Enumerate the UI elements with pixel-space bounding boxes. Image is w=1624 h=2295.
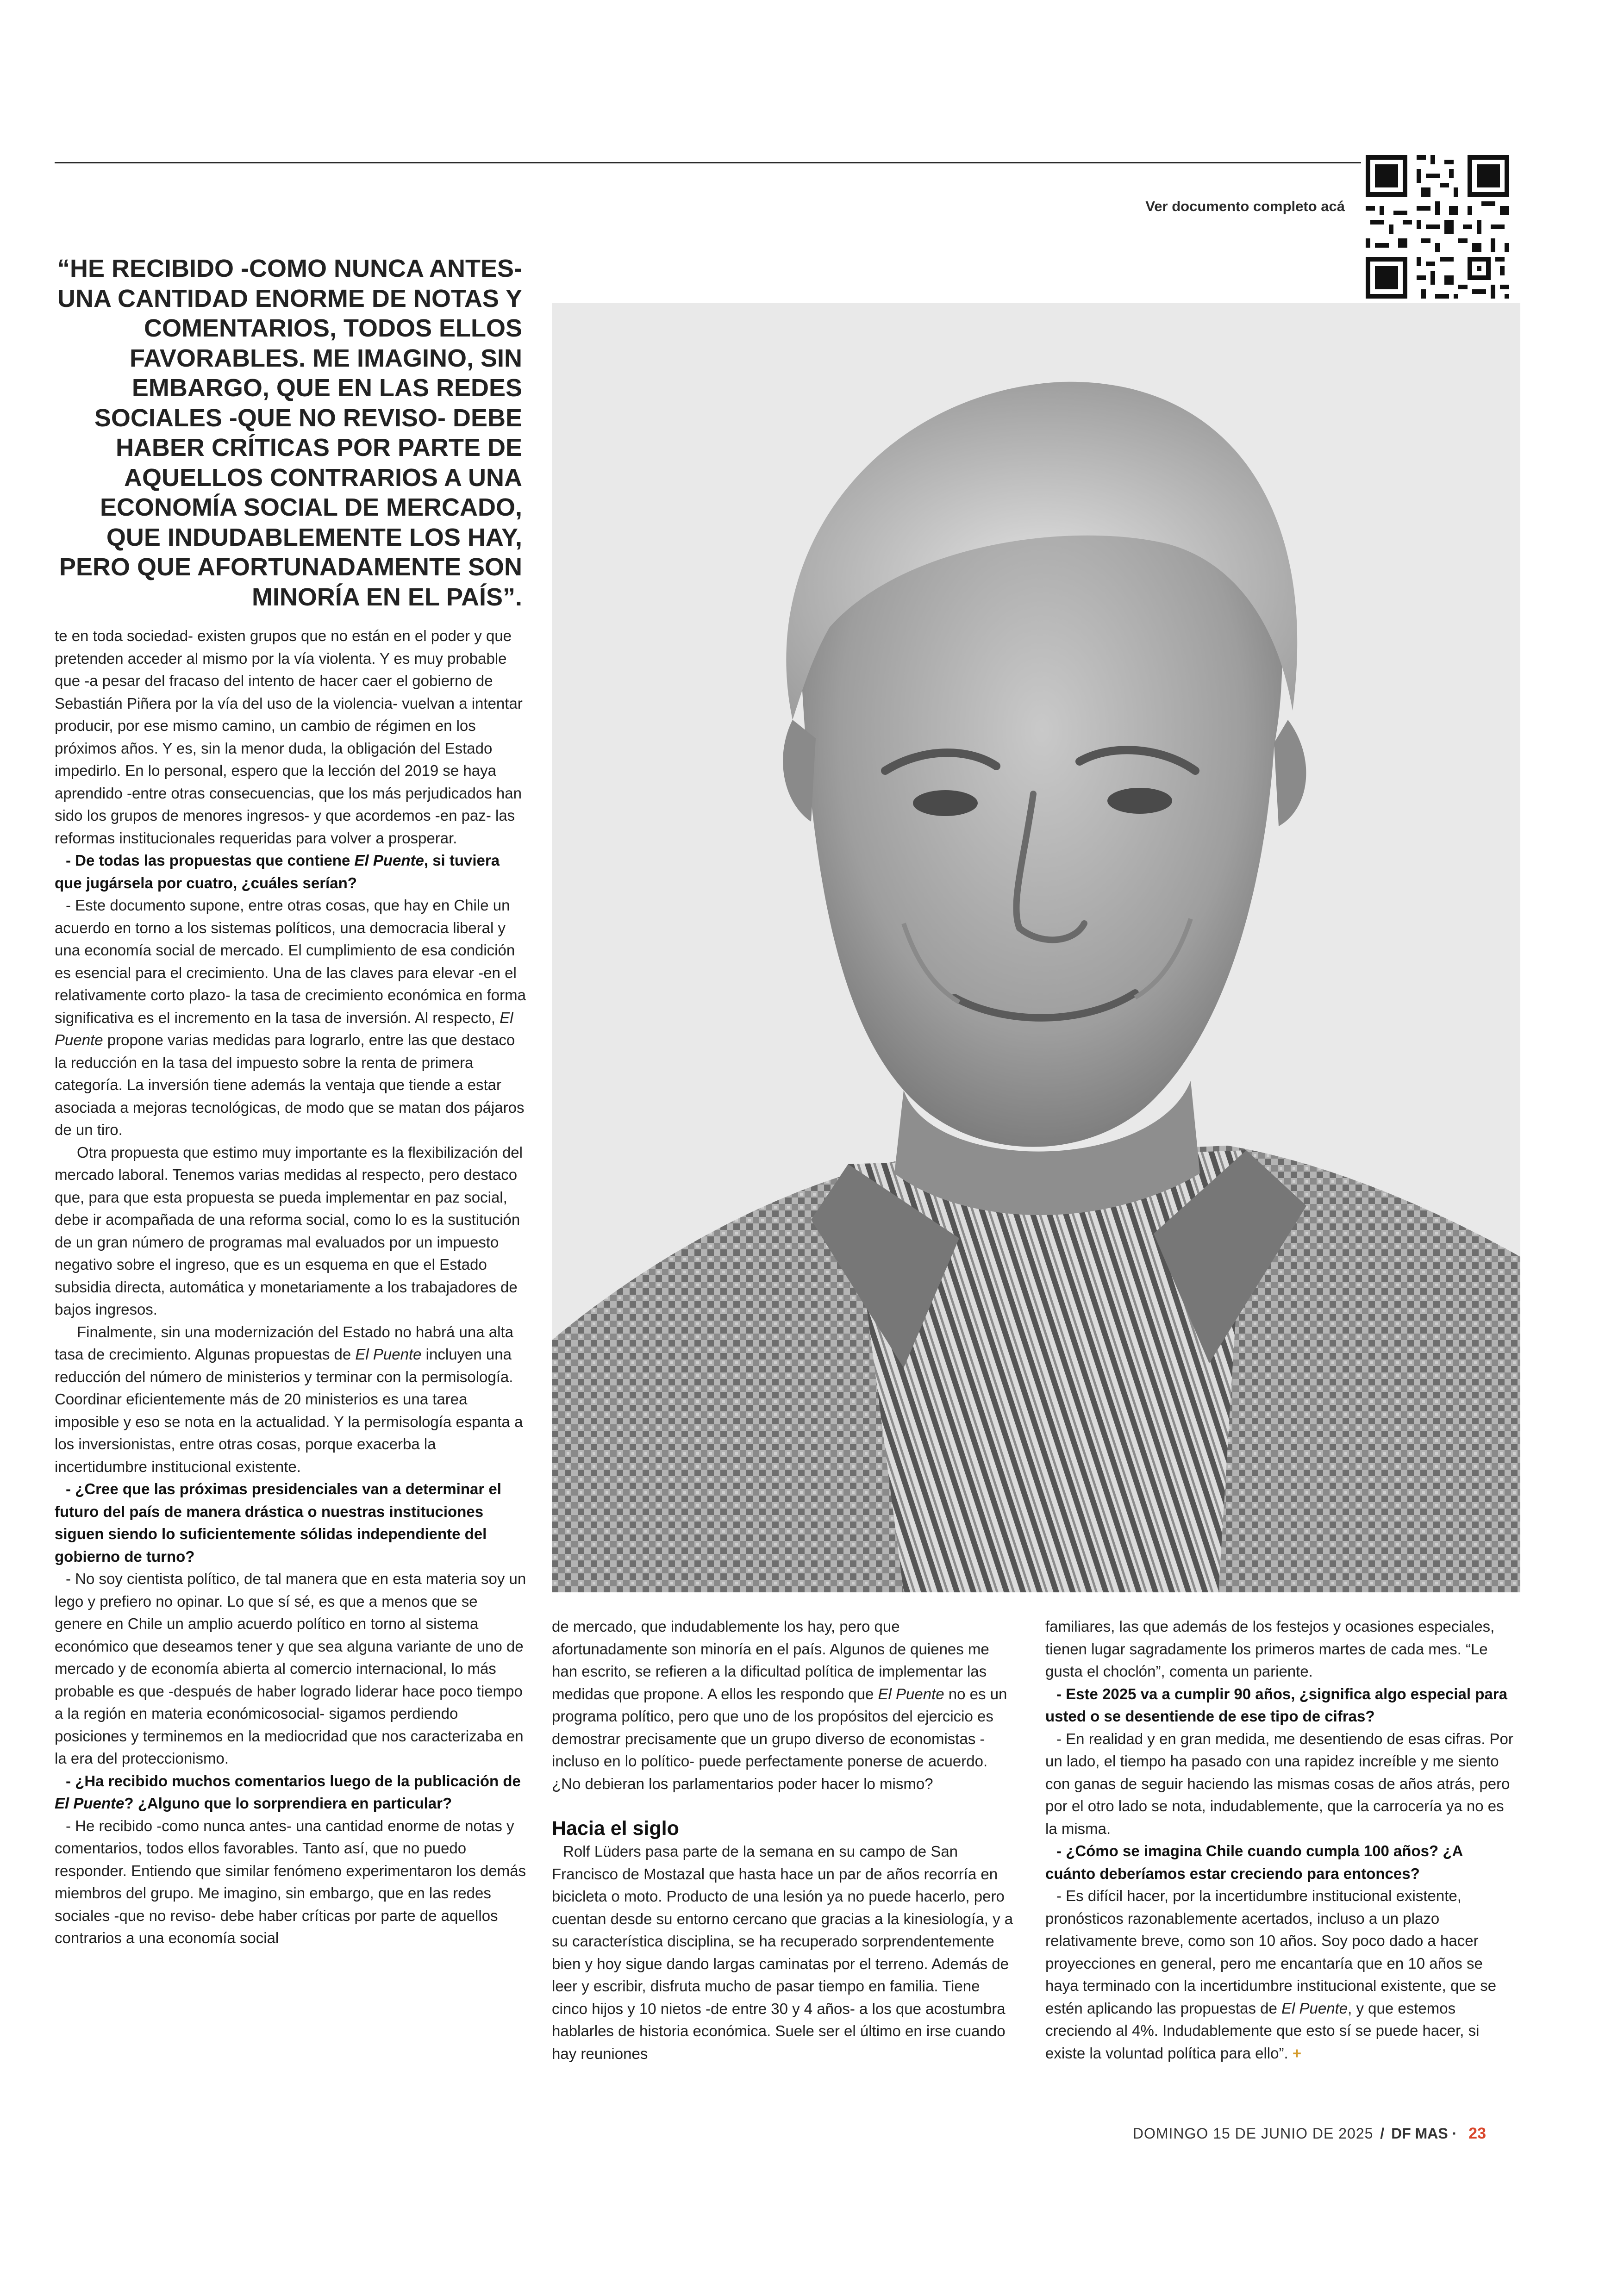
interview-answer: - No soy cientista político, de tal manera que en esta materia soy un lego y prefiero no opinar. Lo que sí sé, es que a menos que se genere en Chile un amplio acuerdo político en torno al sistema económico que deseamos tener y que sea alguna variante de uno de mercado y de economía abierta al comercio internacional, lo más probable es que -después de haber logrado liderar hace poco tiempo a la región en materia económicosocial- sigamos perdiendo posiciones y terminemos en la mediocridad que nos caracterizaba en la era del proteccionismo. [55, 1570, 526, 1767]
page-number: 23 [1468, 2125, 1486, 2142]
pull-quote: “HE RECIBIDO -COMO NUNCA ANTES- UNA CANTIDAD ENORME DE NOTAS Y COMENTARIOS, TODOS ELLOS FAVORABLES. ME IMAGINO, SIN EMBARGO, QUE EN LAS REDES SOCIALES -QUE NO REVISO- DEBE HABER CRÍTICAS POR PARTE DE AQUELLOS CONTRARIOS A UNA ECONOMÍA SOCIAL DE MERCADO, QUE INDUDABLEMENTE LOS HAY, PERO QUE AFORTUNADAMENTE SON MINORÍA EN EL PAÍS”. [57, 255, 522, 611]
article-column-3 [1045, 1615, 1516, 2064]
qr-code-icon [1361, 150, 1514, 303]
top-rule [55, 162, 1374, 163]
portrait-illustration [552, 303, 1520, 1592]
footer-separator: / [1380, 2125, 1385, 2142]
qr-caption: Ver documento completo acá [1145, 198, 1345, 214]
footer-publication: DF MAS · [1391, 2125, 1457, 2142]
footer-date: DOMINGO 15 DE JUNIO DE 2025 [1132, 2125, 1374, 2142]
qr-code[interactable] [1361, 150, 1514, 303]
body-paragraph: Otra propuesta que estimo muy importante es la flexibilización del mercado laboral. Tenemos varias medidas al respecto, pero destaco que, para que esta propuesta se pueda implementar en paz social, debe ir acompañada de una reforma social, como lo es la sustitución de un gran número de programas mal evaluados por un impuesto negativo sobre el ingreso, que es un esquema en que el Estado subsidia directa, automática y monetariamente a los trabajadores de bajos ingresos. [55, 1143, 523, 1318]
article-column-2 [552, 1615, 1017, 2065]
body-paragraph: Rolf Lüders pasa parte de la semana en su campo de San Francisco de Mostazal que hasta hace un par de años recorría en bicicleta o moto. Producto de una lesión ya no puede hacerlo, pero cuentan desde su entorno cercano que gracias a la kinesiología, y a su característica disciplina, se ha recuperado sorprendentemente bien y hoy sigue dando largas caminatas por el terreno. Además de leer y escribir, disfruta mucho de pasar tiempo en familia. Tiene cinco hijos y 10 nietos -de entre 30 y 4 años- a los que acostumbra hablarles de historia económica. Suele ser el último en irse cuando hay reuniones [552, 1843, 1013, 2062]
page-footer [1133, 2125, 1486, 2143]
interview-answer: - Es difícil hacer, por la incertidumbre institucional existente, pronósticos razonablemente acertados, incluso a un plazo relativamente breve, como son 10 años. Soy poco dado a hacer proyecciones en general, pero me encantaría que en 10 años se haya terminado con la incertidumbre institucional existente, que se estén aplicando las propuestas de El Puente, y que estemos creciendo al 4%. Indudablemente que esto sí se puede hacer, si existe la voluntad política para ello”. + [1045, 1887, 1497, 2062]
article-column-1 [55, 625, 528, 1950]
interview-answer: - He recibido -como nunca antes- una cantidad enorme de notas y comentarios, todos ellos favorables. Tanto así, que no puedo responder. Entiendo que similar fenómeno experimentaron los demás miembros del grupo. Me imagino, sin embargo, que en las redes sociales -que no reviso- debe haber críticas por parte de aquellos contrarios a una economía social [55, 1817, 526, 1946]
body-paragraph: te en toda sociedad- existen grupos que no están en el poder y que pretenden acceder al mismo por la vía violenta. Y es muy probable que -a pesar del fracaso del intento de hacer caer el gobierno de Sebastián Piñera por la vía del uso de la violencia- vuelvan a intentar producir, por ese mismo camino, un cambio de régimen en los próximos años. Y es, sin la menor duda, la obligación del Estado impedirlo. En lo personal, espero que la lección del 2019 se haya aprendido -entre otras consecuencias, que los más perjudicados han sido los grupos de menores ingresos- y que acordemos -en paz- las reformas institucionales requeridas para volver a prosperar. [55, 627, 523, 847]
body-paragraph: familiares, las que además de los festejos y ocasiones especiales, tienen lugar sagradamente los primeros martes de cada mes. “Le gusta el choclón”, comenta un pariente. [1045, 1618, 1495, 1680]
interview-answer: - En realidad y en gran medida, me desentiendo de esas cifras. Por un lado, el tiempo ha pasado con una rapidez increíble y me siento con ganas de seguir haciendo las mismas cosas de años atrás, pero por el otro lado se nota, indudablemente, que la carrocería ya no es la misma. [1045, 1730, 1513, 1837]
section-subheading: Hacia el siglo [552, 1817, 679, 1840]
interview-question: - ¿Ha recibido muchos comentarios luego de la publicación de El Puente? ¿Alguno que lo sorprendiera en particular? [55, 1772, 521, 1812]
end-mark-icon: + [1292, 2044, 1302, 2062]
interview-question: - Este 2025 va a cumplir 90 años, ¿significa algo especial para usted o se desentiende de ese tipo de cifras? [1045, 1685, 1507, 1725]
body-paragraph: Finalmente, sin una modernización del Estado no habrá una alta tasa de crecimiento. Algunas propuestas de El Puente incluyen una reducción del número de ministerios y terminar con la permisología. Coordinar eficientemente más de 20 ministerios es una tarea imposible y eso se nota en la actualidad. Y la permisología espanta a los inversionistas, entre otras cosas, porque exacerba la incertidumbre institucional existente. [55, 1323, 523, 1475]
portrait-photo [552, 303, 1520, 1592]
interview-question: - De todas las propuestas que contiene El Puente, si tuviera que jugársela por cuatro, ¿cuáles serían? [55, 852, 500, 892]
interview-question: - ¿Cree que las próximas presidenciales van a determinar el futuro del país de manera drástica o nuestras instituciones siguen siendo lo suficientemente sólidas independiente del gobierno de turno? [55, 1480, 501, 1565]
body-paragraph: de mercado, que indudablemente los hay, pero que afortunadamente son minoría en el país. Algunos de quienes me han escrito, se refieren a la dificultad política de implementar las medidas que propone. A ellos les respondo que El Puente no es un programa político, pero que uno de los propósitos del ejercicio es demostrar precisamente que un grupo diverso de economistas -incluso en lo político- puede perfectamente ponerse de acuerdo. ¿No debieran los parlamentarios poder hacer lo mismo? [552, 1618, 1007, 1792]
interview-answer: - Este documento supone, entre otras cosas, que hay en Chile un acuerdo en torno a los sistemas políticos, una democracia liberal y una economía social de mercado. El cumplimiento de esa condición es esencial para el crecimiento. Una de las claves para elevar -en el relativamente corto plazo- la tasa de crecimiento económica en forma significativa es el incremento en la tasa de inversión. Al respecto, El Puente propone varias medidas para lograrlo, entre las que destaco la reducción en la tasa del impuesto sobre la renta de primera categoría. La inversión tiene además la ventaja que tiende a estar asociada a mejoras tecnológicas, de modo que se matan dos pájaros de un tiro. [55, 897, 526, 1138]
interview-question: - ¿Cómo se imagina Chile cuando cumpla 100 años? ¿A cuánto deberíamos estar creciendo para entonces? [1045, 1842, 1463, 1882]
